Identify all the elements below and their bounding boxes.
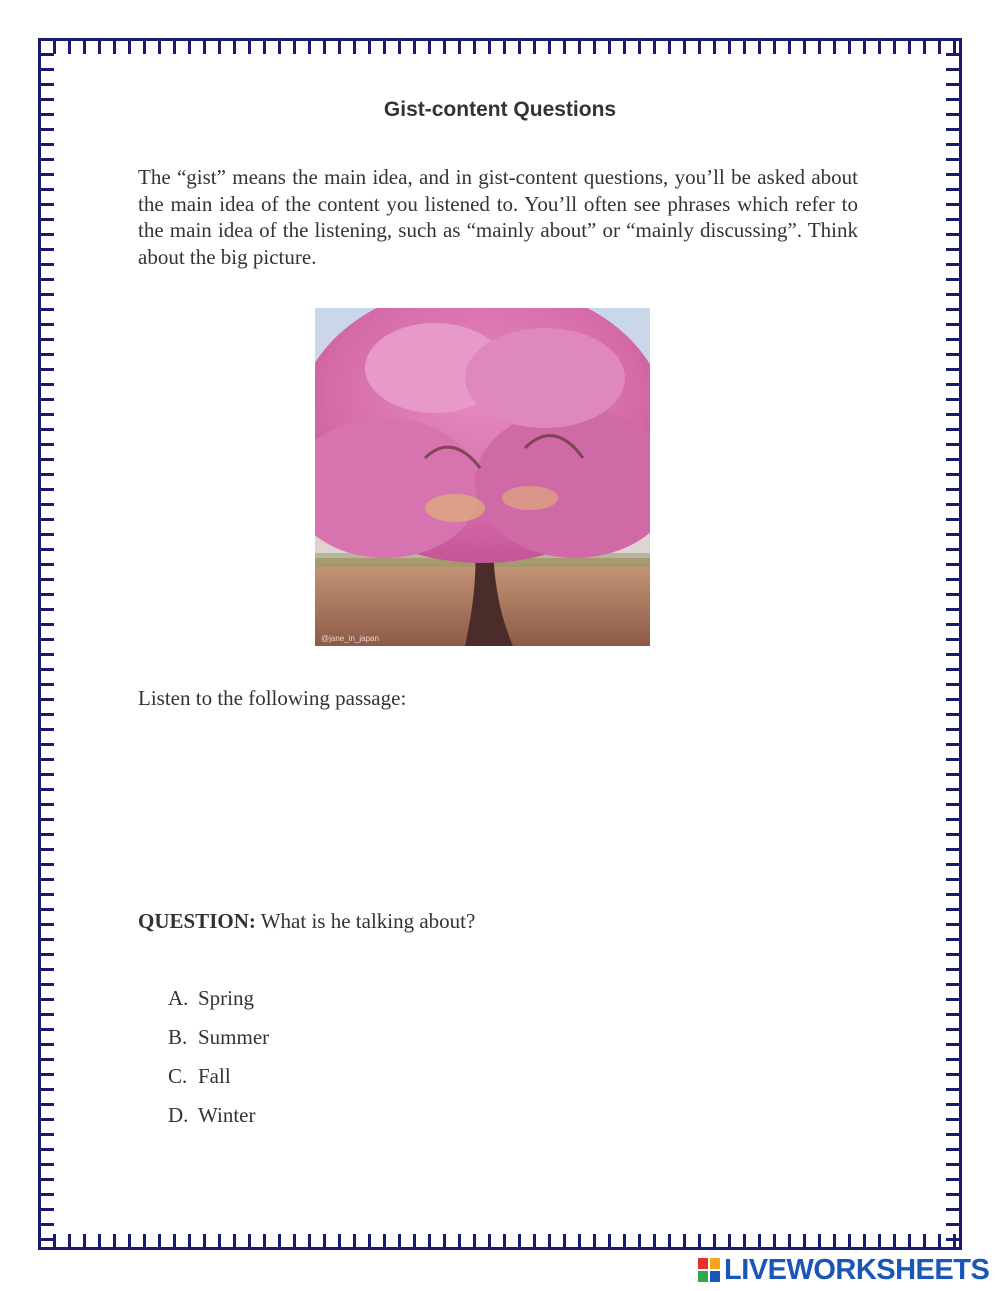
option-letter: A. bbox=[168, 986, 189, 1010]
intro-paragraph: The “gist” means the main idea, and in gist-content questions, you’ll be asked about the main idea of the content you listened to. You’ll often see phrases which refer to the main idea of the listening, such as “mainly about” or “mainly discussing”. Think about the big picture. bbox=[138, 165, 858, 269]
page-border-top bbox=[38, 38, 962, 54]
question-label: QUESTION: bbox=[138, 909, 256, 933]
option-text: Winter bbox=[198, 1103, 256, 1127]
question-text: What is he talking about? bbox=[260, 909, 476, 933]
page-border-right bbox=[946, 38, 962, 1250]
option-text: Summer bbox=[198, 1025, 270, 1049]
option-letter: B. bbox=[168, 1025, 188, 1049]
answer-options bbox=[168, 986, 269, 1142]
page-border-bottom bbox=[38, 1234, 962, 1250]
option-letter: D. bbox=[168, 1103, 189, 1127]
option-a[interactable] bbox=[168, 986, 269, 1025]
listen-prompt: Listen to the following passage: bbox=[138, 686, 407, 710]
photo-watermark: @jane_in_japan bbox=[321, 634, 379, 643]
option-text: Spring bbox=[198, 986, 255, 1010]
option-text: Fall bbox=[198, 1064, 231, 1088]
cherry-blossom-photo bbox=[315, 308, 650, 646]
question bbox=[138, 909, 475, 934]
option-b[interactable] bbox=[168, 1025, 269, 1064]
page-title: Gist-content Questions bbox=[383, 98, 617, 121]
option-letter: C. bbox=[168, 1064, 188, 1088]
liveworksheets-logo[interactable] bbox=[697, 1255, 989, 1285]
page-border-left bbox=[38, 38, 54, 1250]
option-d[interactable] bbox=[168, 1103, 269, 1142]
option-c[interactable] bbox=[168, 1064, 269, 1103]
liveworksheets-wordmark: LIVEWORKSHEETS bbox=[724, 1253, 990, 1286]
liveworksheets-logo-icon bbox=[697, 1257, 721, 1283]
